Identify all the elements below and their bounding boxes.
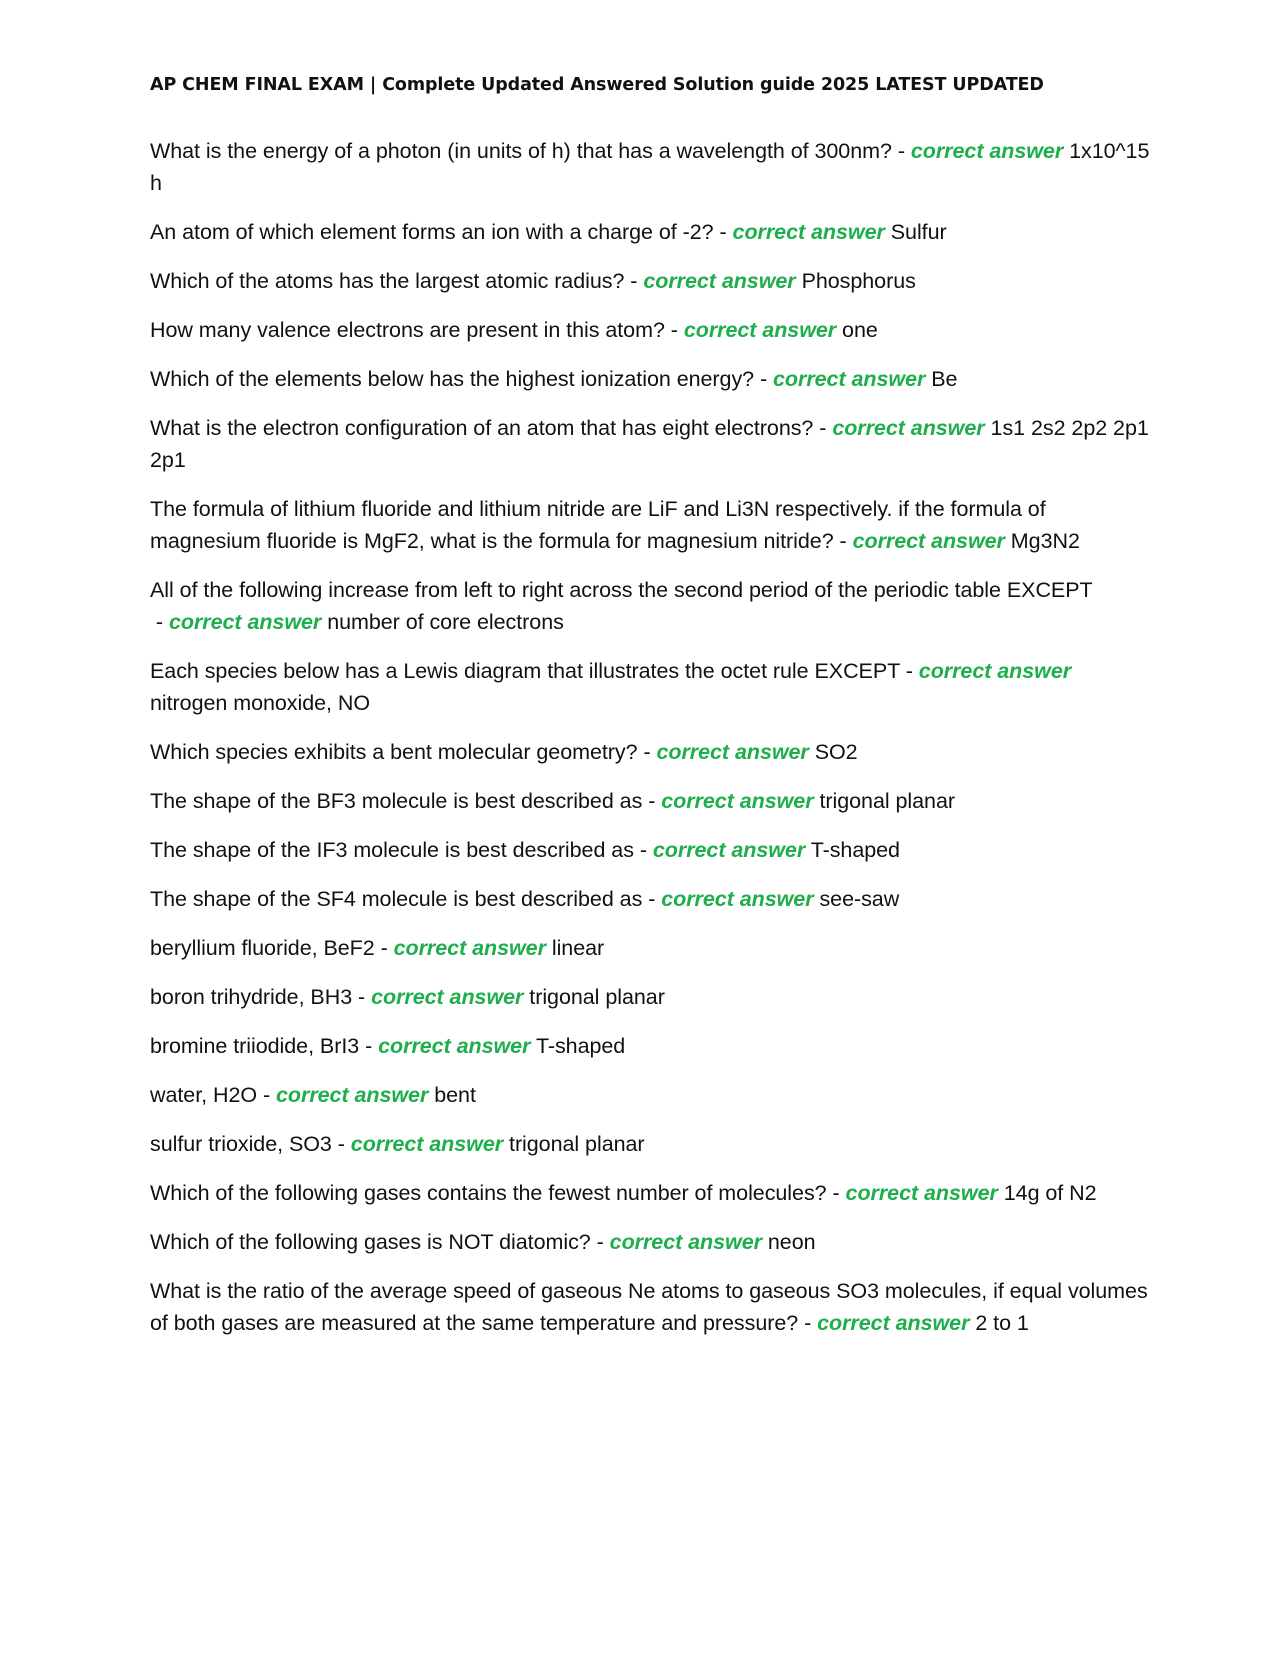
question-separator: -: [637, 739, 657, 764]
question-separator: -: [352, 984, 372, 1009]
correct-answer-label: correct answer: [661, 886, 814, 911]
qa-item: [150, 1030, 1150, 1062]
question-separator: -: [833, 528, 853, 553]
correct-answer-label: correct answer: [643, 268, 796, 293]
question-separator: -: [713, 219, 733, 244]
question-separator: -: [798, 1310, 818, 1335]
question-text: The shape of the IF3 molecule is best described as: [150, 837, 634, 862]
correct-answer-label: correct answer: [656, 739, 809, 764]
qa-item: [150, 785, 1150, 817]
question-separator: -: [374, 935, 394, 960]
question-separator: -: [891, 138, 911, 163]
qa-item: [150, 1177, 1150, 1209]
question-text: The shape of the BF3 molecule is best described as: [150, 788, 643, 813]
question-separator: -: [642, 788, 662, 813]
question-text: beryllium fluoride, BeF2: [150, 935, 375, 960]
correct-answer-label: correct answer: [609, 1229, 762, 1254]
qa-item: [150, 314, 1150, 346]
question-separator: -: [359, 1033, 379, 1058]
answer-text: trigonal planar: [509, 1131, 645, 1156]
question-separator: -: [899, 658, 919, 683]
correct-answer-label: correct answer: [910, 138, 1064, 163]
answer-text: trigonal planar: [819, 788, 955, 813]
qa-item: [150, 493, 1150, 557]
correct-answer-label: correct answer: [845, 1180, 998, 1205]
correct-answer-label: correct answer: [918, 658, 1072, 683]
qa-item: [150, 655, 1150, 719]
question-text: water, H2O: [150, 1082, 258, 1107]
question-text: An atom of which element forms an ion with a charge of -2?: [150, 219, 714, 244]
answer-text: Sulfur: [890, 219, 947, 244]
question-text: Which of the atoms has the largest atomic radius?: [150, 268, 625, 293]
qa-item: [150, 574, 1150, 638]
question-separator: -: [633, 837, 653, 862]
answer-text: Phosphorus: [801, 268, 916, 293]
question-text: What is the ratio of the average speed of gaseous Ne atoms to gaseous SO3 molecules, if equal volumes of both gases are measured at the same temperature and pressure?: [150, 1278, 1148, 1335]
question-separator: -: [150, 609, 169, 634]
qa-item: [150, 265, 1150, 297]
question-text: All of the following increase from left to right across the second period of the periodic table EXCEPT: [150, 577, 1093, 602]
question-text: Which of the elements below has the highest ionization energy?: [150, 366, 755, 391]
correct-answer-label: correct answer: [817, 1310, 970, 1335]
question-text: bromine triiodide, BrI3: [150, 1033, 360, 1058]
answer-text: see-saw: [819, 886, 900, 911]
qa-item: [150, 834, 1150, 866]
correct-answer-label: correct answer: [732, 219, 885, 244]
correct-answer-label: correct answer: [378, 1033, 531, 1058]
question-separator: -: [642, 886, 662, 911]
answer-text: T-shaped: [535, 1033, 626, 1058]
answer-text: Be: [931, 366, 958, 391]
correct-answer-label: correct answer: [661, 788, 814, 813]
qa-item: [150, 363, 1150, 395]
question-separator: -: [590, 1229, 610, 1254]
question-text: The formula of lithium fluoride and lithium nitride are LiF and Li3N respectively. if the formula of magnesium fluoride is MgF2, what is the formula for magnesium nitride?: [150, 496, 1046, 553]
question-separator: -: [331, 1131, 351, 1156]
answer-text: linear: [551, 935, 605, 960]
qa-item: [150, 412, 1150, 476]
answer-text: nitrogen monoxide, NO: [150, 690, 371, 715]
qa-item: [150, 981, 1150, 1013]
answer-text: 2 to 1: [975, 1310, 1029, 1335]
qa-item: [150, 883, 1150, 915]
question-text: How many valence electrons are present in this atom?: [150, 317, 665, 342]
question-separator: -: [826, 1180, 846, 1205]
qa-item: [150, 135, 1150, 199]
correct-answer-label: correct answer: [852, 528, 1005, 553]
answer-text: bent: [434, 1082, 476, 1107]
question-text: What is the electron configuration of an atom that has eight electrons?: [150, 415, 814, 440]
qa-item: [150, 736, 1150, 768]
question-text: The shape of the SF4 molecule is best described as: [150, 886, 643, 911]
answer-text: number of core electrons: [327, 609, 564, 634]
question-separator: -: [664, 317, 684, 342]
answer-text: 1x10^15 h: [150, 138, 1150, 195]
correct-answer-label: correct answer: [276, 1082, 429, 1107]
answer-text: trigonal planar: [529, 984, 665, 1009]
answer-text: T-shaped: [810, 837, 900, 862]
qa-item: [150, 1275, 1150, 1339]
correct-answer-label: correct answer: [832, 415, 985, 440]
answer-text: neon: [767, 1229, 816, 1254]
question-separator: -: [624, 268, 644, 293]
qa-item: [150, 216, 1150, 248]
question-text: What is the energy of a photon (in units of h) that has a wavelength of 300nm?: [150, 138, 892, 163]
correct-answer-label: correct answer: [652, 837, 806, 862]
correct-answer-label: correct answer: [393, 935, 546, 960]
correct-answer-label: correct answer: [773, 366, 926, 391]
question-text: sulfur trioxide, SO3: [150, 1131, 332, 1156]
correct-answer-label: correct answer: [683, 317, 837, 342]
correct-answer-label: correct answer: [350, 1131, 504, 1156]
correct-answer-label: correct answer: [371, 984, 524, 1009]
question-text: boron trihydride, BH3: [150, 984, 353, 1009]
answer-text: 14g of N2: [1003, 1180, 1097, 1205]
qa-item: [150, 932, 1150, 964]
answer-text: Mg3N2: [1010, 528, 1080, 553]
qa-item: [150, 1226, 1150, 1258]
question-separator: -: [754, 366, 774, 391]
question-separator: -: [813, 415, 833, 440]
answer-text: 1s1 2s2 2p2 2p1 2p1: [150, 415, 1149, 472]
page-title: AP CHEM FINAL EXAM | Complete Updated Answered Solution guide 2025 LATEST UPDATED: [150, 75, 1044, 95]
question-separator: -: [257, 1082, 277, 1107]
qa-item: [150, 1128, 1150, 1160]
qa-item: [150, 1079, 1150, 1111]
correct-answer-label: correct answer: [168, 609, 322, 634]
question-text: Which species exhibits a bent molecular geometry?: [150, 739, 638, 764]
answer-text: SO2: [814, 739, 858, 764]
question-text: Which of the following gases contains the fewest number of molecules?: [150, 1180, 827, 1205]
answer-text: one: [842, 317, 878, 342]
question-text: Which of the following gases is NOT diatomic?: [150, 1229, 591, 1254]
question-text: Each species below has a Lewis diagram that illustrates the octet rule EXCEPT: [150, 658, 900, 683]
qa-list: [150, 135, 1150, 1339]
